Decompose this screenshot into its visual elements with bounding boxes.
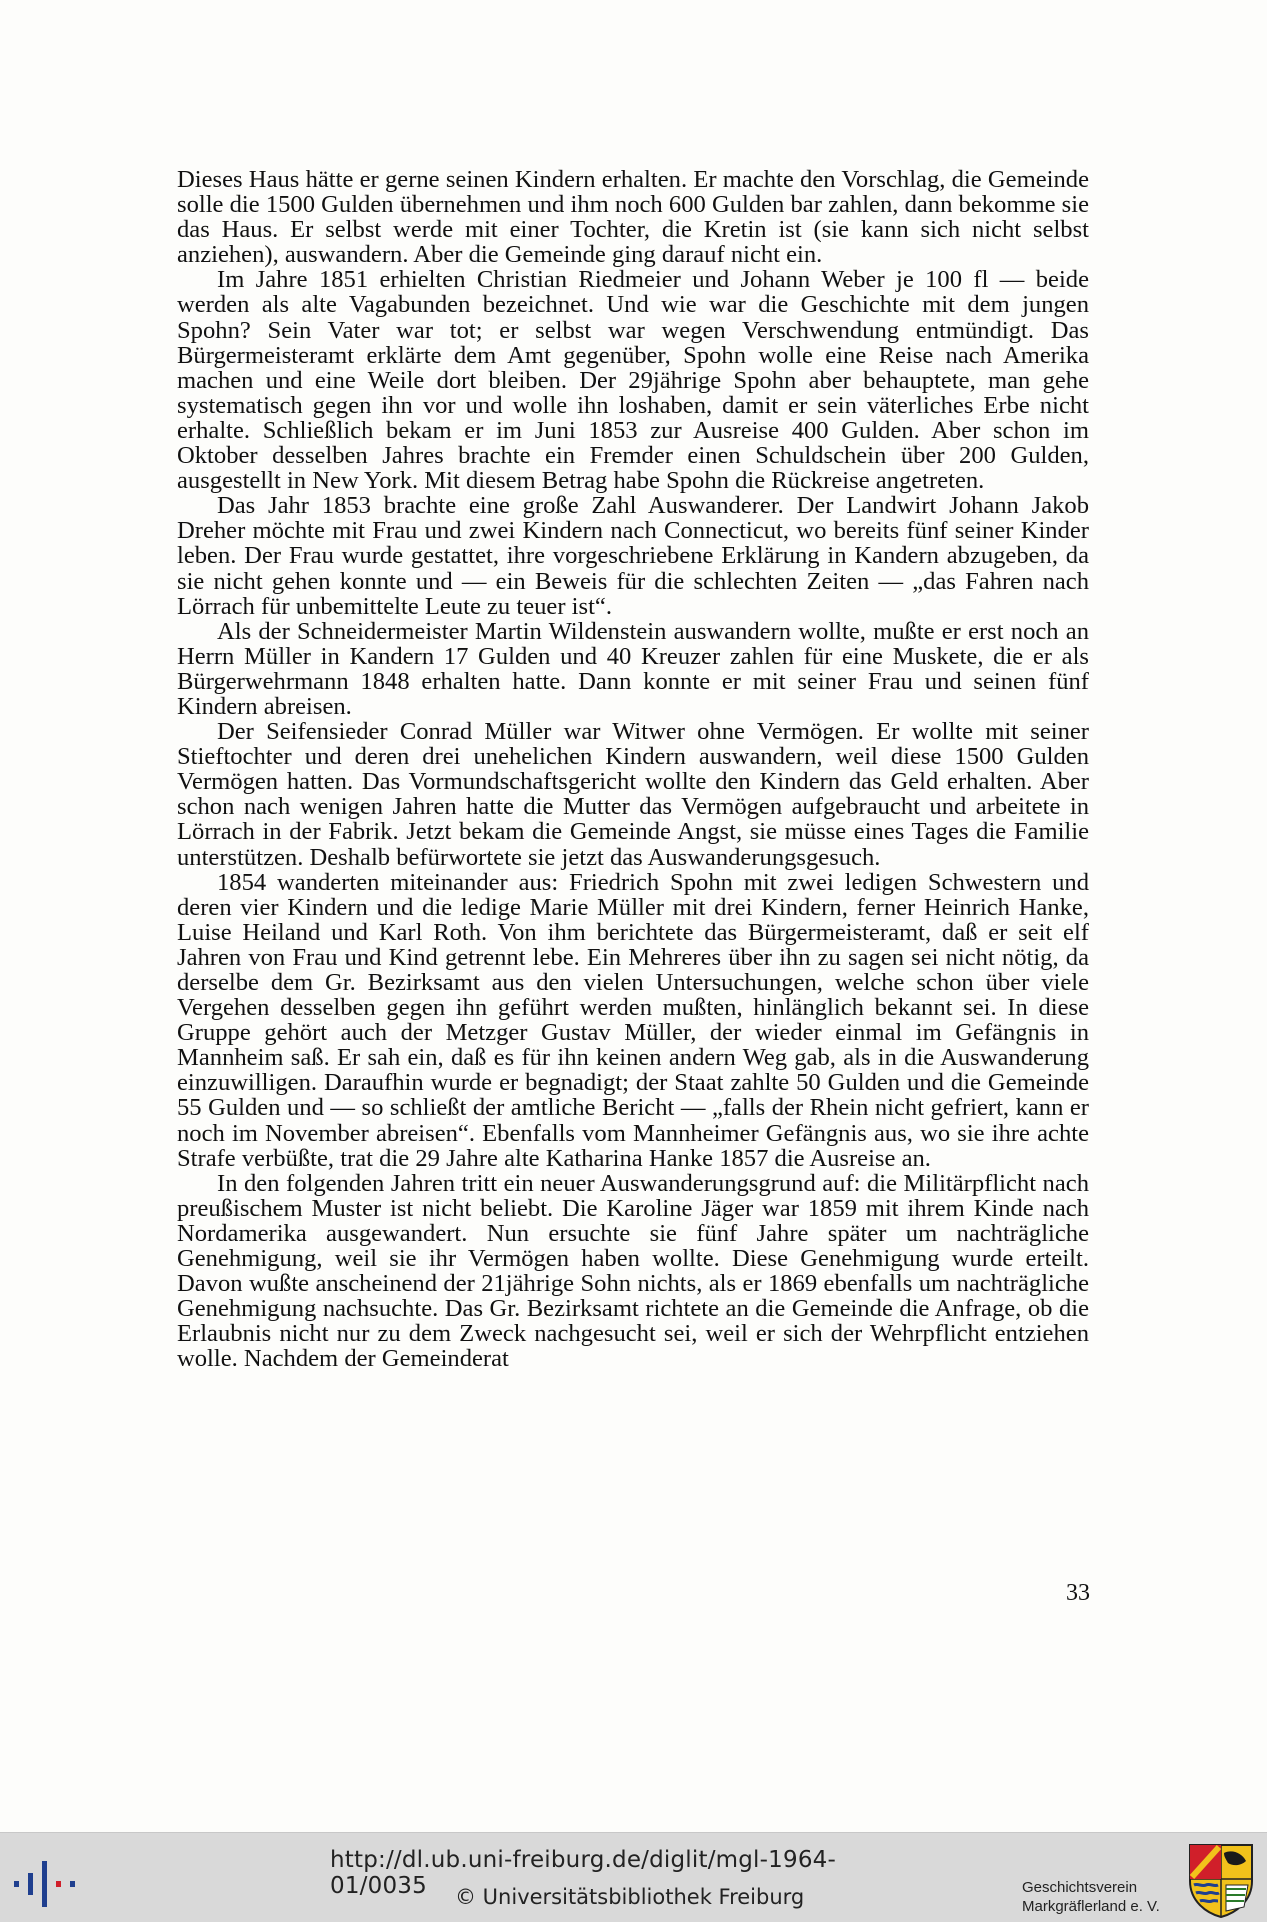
publisher-name xyxy=(1022,1878,1192,1916)
library-logo-icon xyxy=(12,1859,82,1909)
publisher-name-line2: Markgräflerland e. V. xyxy=(1022,1898,1160,1915)
paragraph-2: Im Jahre 1851 erhielten Christian Riedmeier und Johann Weber je 100 fl — beide werden als alte Vagabunden bezeichnet. Und wie war die Geschichte mit dem jungen Spohn? Sein Vater war tot; er selbst war wegen Verschwendung entmündigt. Das Bürgermeisteramt erklärte dem Amt gegenüber, Spohn wolle eine Reise nach Amerika machen und eine Weile dort bleiben. Der 29jährige Spohn aber behauptete, man gehe systematisch gegen ihn vor und wolle ihn loshaben, damit er sein väterliches Erbe nicht erhalte. Schließlich bekam er im Juni 1853 zur Ausreise 400 Gulden. Aber schon im Oktober desselben Jahres brachte ein Fremder einen Schuldschein über 200 Gulden, ausgestellt in New York. Mit diesem Betrag habe Spohn die Rückreise angetreten. xyxy=(177,266,1089,495)
paragraph-4: Als der Schneidermeister Martin Wildenstein auswandern wollte, mußte er erst noch an Herrn Müller in Kandern 17 Gulden und 40 Kreuzer zahlen für eine Muskete, die er als Bürgerwehrmann 1848 erhalten hatte. Dann konnte er mit seiner Frau und seinen fünf Kindern abreisen. xyxy=(177,617,1089,720)
paragraph-7: In den folgenden Jahren tritt ein neuer Auswanderungsgrund auf: die Militärpflicht nach preußischem Muster ist nicht beliebt. Die Karoline Jäger war 1859 mit ihrem Kinde nach Nordamerika ausgewandert. Nun ersuchte sie fünf Jahre später um nachträgliche Genehmigung, weil sie ihr Vermögen haben wollte. Diese Genehmigung wurde erteilt. Davon wußte anscheinend der 21jährige Sohn nichts, als er 1869 ebenfalls um nachträgliche Genehmigung nachsuchte. Das Gr. Bezirksamt richtete an die Gemeinde die Anfrage, ob die Erlaubnis nicht nur zu dem Zweck nachgesucht sei, weil er sich der Wehrpflicht entziehen wolle. Nachdem der Gemeinderat xyxy=(177,1169,1089,1373)
coat-of-arms-icon xyxy=(1186,1841,1256,1919)
paragraph-5: Der Seifensieder Conrad Müller war Witwer ohne Vermögen. Er wollte mit seiner Stieftochter und deren drei unehelichen Kindern auswandern, weil diese 1500 Gulden Vermögen hatten. Das Vormundschaftsgericht wollte den Kindern das Geld erhalten. Aber schon nach wenigen Jahren hatte die Mutter das Vermögen aufgebraucht und arbeitete in Lörrach in der Fabrik. Jetzt bekam die Gemeinde Angst, sie müsse eines Tages die Familie unterstützen. Deshalb befürwortete sie jetzt das Auswanderungsgesuch. xyxy=(177,718,1089,871)
paragraph-1: Dieses Haus hätte er gerne seinen Kindern erhalten. Er machte den Vorschlag, die Gemeinde solle die 1500 Gulden übernehmen und ihm noch 600 Gulden bar zahlen, dann bekomme sie das Haus. Er selbst werde mit einer Tochter, die Kretin ist (sie kann sich nicht selbst anziehen), auswandern. Aber die Gemeinde ging darauf nicht ein. xyxy=(177,166,1089,269)
paragraph-6: 1854 wanderten miteinander aus: Friedrich Spohn mit zwei ledigen Schwestern und deren vier Kindern und die ledige Marie Müller mit drei Kindern, ferner Heinrich Hanke, Luise Heiland und Karl Roth. Von ihm berichtete das Bürgermeisteramt, daß er seit elf Jahren von Frau und Kind getrennt lebe. Ein Mehreres über ihn zu sagen sei nicht nötig, da derselbe dem Gr. Bezirksamt aus den vielen Untersuchungen, welche schon über viele Vergehen desselben gegen ihn geführt werden mußten, hinlänglich bekannt sei. In diese Gruppe gehört auch der Metzger Gustav Müller, der wieder einmal im Gefängnis in Mannheim saß. Er sah ein, daß es für ihn keinen andern Weg gab, als in die Auswanderung einzuwilligen. Daraufhin wurde er begnadigt; der Staat zahlte 50 Gulden und die Gemeinde 55 Gulden und — so schließt der amtliche Bericht — „falls der Rhein nicht gefriert, kann er noch im November abreisen“. Ebenfalls vom Mannheimer Gefängnis aus, wo sie ihre achte Strafe verbüßte, trat die 29 Jahre alte Katharina Hanke 1857 die Ausreise an. xyxy=(177,868,1089,1172)
viewer-footer xyxy=(0,1832,1267,1922)
publisher-name-line1: Geschichtsverein xyxy=(1022,1879,1138,1896)
page-number: 33 xyxy=(1066,1580,1090,1606)
permalink-url[interactable]: http://dl.ub.uni-freiburg.de/diglit/mgl-1964-01/0035 xyxy=(330,1847,836,1899)
copyright-notice: © Universitätsbibliothek Freiburg xyxy=(455,1885,805,1909)
body-text xyxy=(177,167,1089,1372)
paragraph-3: Das Jahr 1853 brachte eine große Zahl Auswanderer. Der Landwirt Johann Jakob Dreher möchte mit Frau und zwei Kindern nach Connecticut, wo bereits fünf seiner Kinder leben. Der Frau wurde gestattet, ihre vorgeschriebene Erklärung in Kandern abzugeben, da sie nicht gehen konnte und — ein Beweis für die schlechten Zeiten — „das Fahren nach Lörrach für unbemittelte Leute zu teuer ist“. xyxy=(177,492,1089,620)
